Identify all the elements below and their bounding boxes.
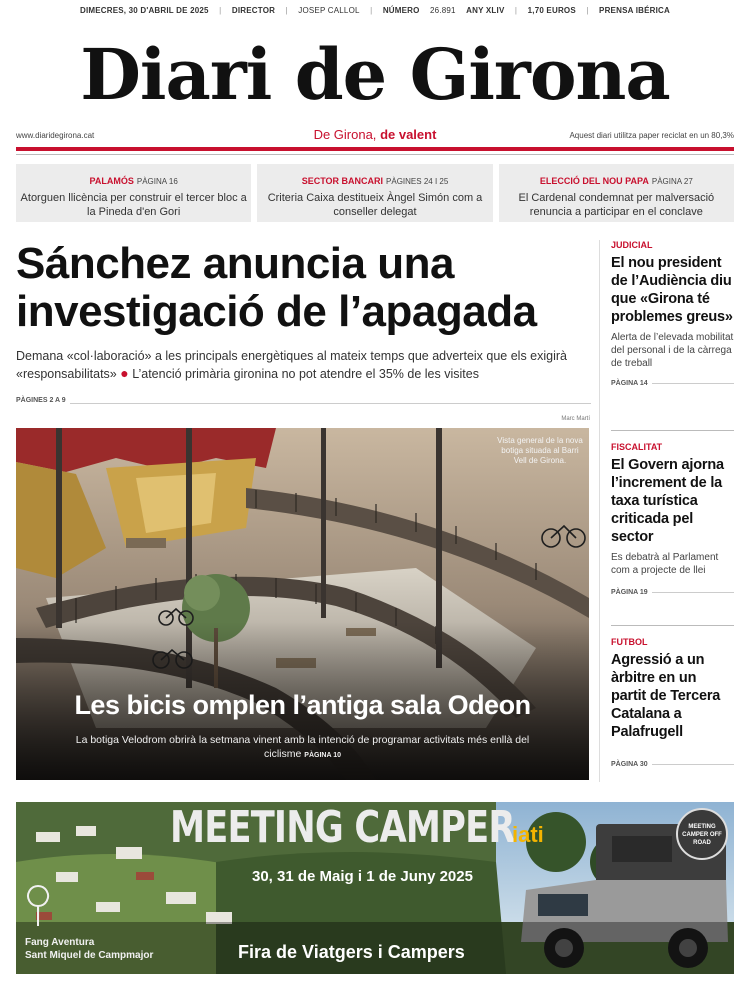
photo-page: PÀGINA 10 [304,752,341,759]
sidebar-category: FISCALITAT [611,442,663,452]
teaser-text: El Cardenal condemnat per malversació renuncia a participar en el conclave [518,192,715,218]
separator: | [370,6,373,15]
director-label: DIRECTOR [231,6,276,15]
ad-brand: iati [512,822,544,847]
sidebar-divider-line [599,240,600,782]
ad-location-line-1: Fang Aventura [25,937,95,948]
teaser-section: ELECCIÓ DEL NOU PAPA [539,176,649,186]
sidebar-text: Es debatrà al Parlament com a projecte de llei [611,552,719,576]
main-rule [70,403,591,404]
separator: | [219,6,222,15]
sidebar-title[interactable]: Agressió a un àrbitre en un partit de Tercera Catalana a Palafrugell [611,652,721,740]
masthead-thin-rule [16,154,734,155]
sidebar-story[interactable] [611,240,734,430]
ad-dates: 30, 31 de Maig i 1 de Juny 2025 [252,868,473,885]
teaser-section: SECTOR BANCARI [301,176,384,186]
sidebar-page-rule [652,383,734,384]
masthead-subline [16,127,734,143]
sidebar-page: PÀGINA 14 [611,380,648,387]
teaser-page: PÀGINA 16 [136,177,178,186]
sidebar-story[interactable] [611,431,734,625]
website-link[interactable]: www.diaridegirona.cat [16,131,95,140]
teaser-text: Atorguen llicència per construir el tercer bloc a la Pineda d'en Gori [20,192,247,218]
ad-location-line-2: Sant Miquel de Campmajor [25,950,154,961]
deck-part-1: Demana «col·laboració» a les principals energètiques al mateix temps que adverteix que els exigirà «responsabilitats» [16,349,567,381]
teaser-section: PALAMÓS [89,176,134,186]
publisher-group: PRENSA IBÉRICA [599,6,671,15]
store-interior-image [16,428,589,780]
ad-title: MEETING CAMPER [170,802,515,853]
photo-title[interactable]: Les bicis omplen l’antiga sala Odeon [74,690,531,720]
sidebar-page-row [611,380,734,387]
ad-badge: MEETING CAMPER OFF ROAD [676,808,728,860]
ad-location [25,936,153,962]
teaser-page: PÀGINA 27 [651,177,693,186]
photo-small-caption: Vista general de la nova botiga situada al Barri Vell de Girona. [497,436,583,465]
photo-description [56,733,549,763]
separator: | [285,6,288,15]
issue-year: ANY XLIV [466,6,505,15]
main-deck [16,348,591,383]
issue-number-label: NÚMERO [382,6,420,15]
sidebar-page-row [611,761,734,768]
sidebar-page-row [611,589,734,596]
main-headline[interactable]: Sánchez anuncia una investigació de l’apagada [16,239,537,336]
teaser-strip [16,164,734,222]
teaser-box[interactable] [499,164,734,222]
bullet-icon: ● [120,365,129,381]
teaser-page: PÀGINES 24 I 25 [386,177,449,186]
recycle-note: Aquest diari utilitza paper reciclat en un 80,3% [569,131,734,140]
camper-advertisement[interactable] [16,802,734,974]
issue-number: 26.891 [430,6,456,15]
sidebar-category: JUDICIAL [611,240,653,250]
teaser-box[interactable] [16,164,251,222]
sidebar-story[interactable] [611,626,734,768]
sidebar-title[interactable]: El nou president de l’Audiència diu que «Girona té problemes greus» [611,255,733,325]
teaser-text: Criteria Caixa destitueix Àngel Simón com a conseller delegat [267,192,483,218]
masthead-logo[interactable]: Diari de Girona [80,33,670,116]
deck-part-2: L’atenció primària gironina no pot atendre el 35% de les visites [132,367,479,381]
main-pages: PÀGINES 2 A 9 [16,397,66,404]
sidebar-page: PÀGINA 30 [611,761,648,768]
sidebar-page: PÀGINA 19 [611,589,648,596]
photo-credit: Marc Martí [561,416,590,422]
sidebar-text: Alerta de l’elevada mobilitat del personal i de la càrrega de treball [611,332,734,369]
ad-fair-name: Fira de Viatgers i Campers [238,942,465,962]
teaser-box[interactable] [257,164,492,222]
photo-description-text: La botiga Velodrom obrirà la setmana vinent amb la intenció de programar activitats més enllà del ciclisme [75,734,530,760]
separator: | [514,6,518,15]
issue-price: 1,70 EUROS [527,6,576,15]
sidebar-page-rule [652,592,734,593]
sidebar-page-rule [652,764,734,765]
top-info-bar [0,6,750,15]
motto-start: De Girona, [313,127,377,142]
sidebar-category: FUTBOL [611,637,648,647]
issue-date: DIMECRES, 30 D'ABRIL DE 2025 [79,6,209,15]
sidebar [611,240,734,768]
motto-bold: de valent [380,127,437,142]
main-photo[interactable] [16,428,589,780]
director-name: JOSEP CALLOL [298,6,360,15]
sidebar-title[interactable]: El Govern ajorna l’increment de la taxa turística criticada pel sector [611,457,724,545]
masthead-red-rule [16,147,734,151]
separator: | [586,6,589,15]
